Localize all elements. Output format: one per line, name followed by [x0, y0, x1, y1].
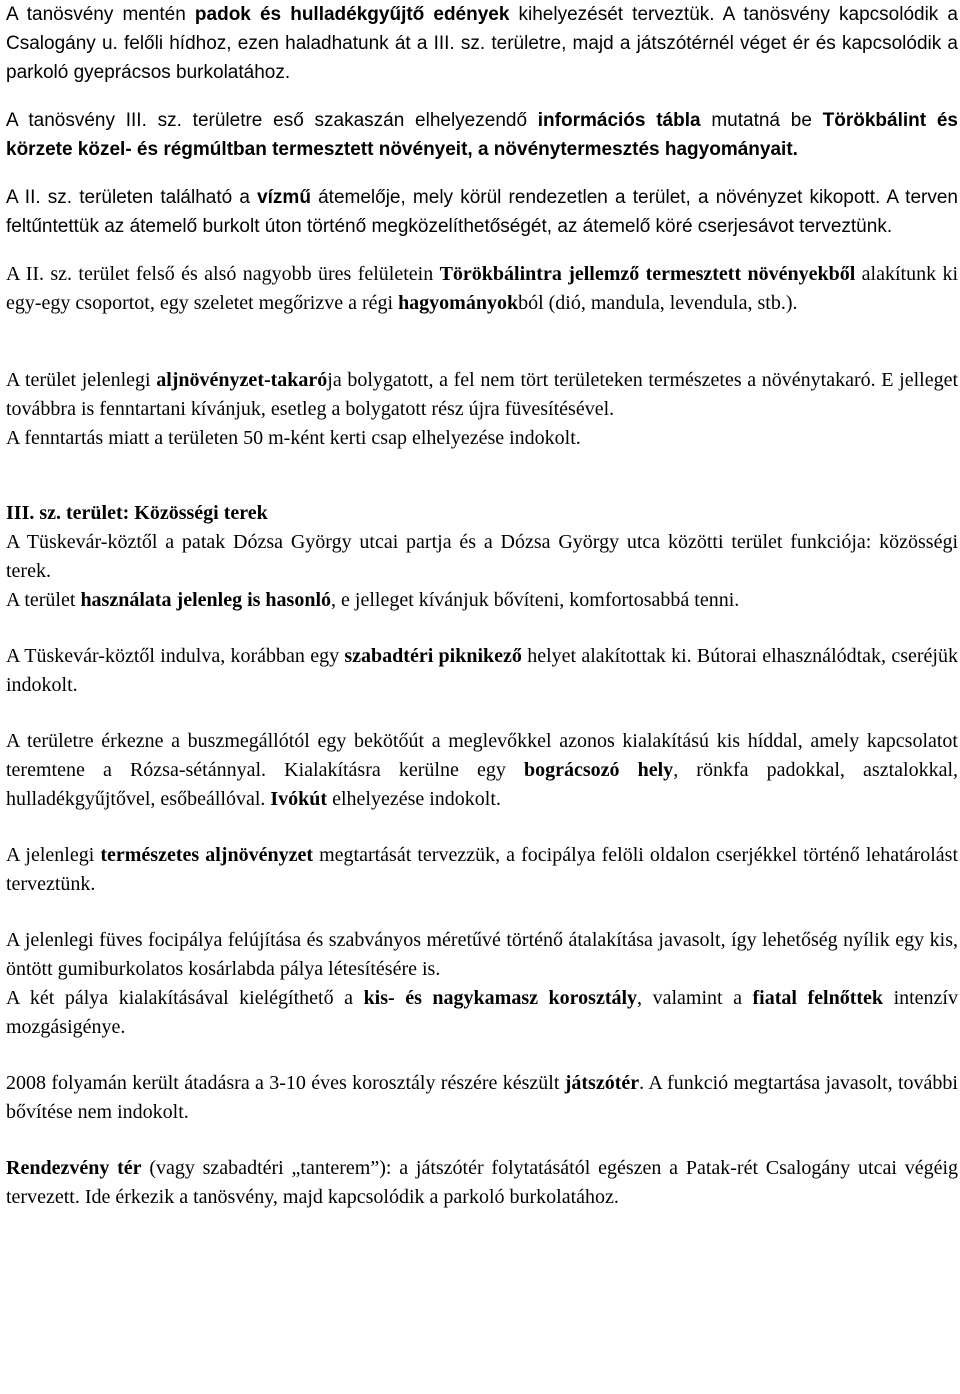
- text-run: A II. sz. területen található a: [6, 187, 258, 208]
- bold-run: Törökbálint és körzete közel- és régmúltban termesztett növényeit, a növénytermesztés hagyományait.: [6, 110, 958, 160]
- text-run: 2008 folyamán került átadásra a 3-10 éves korosztály részére készült: [6, 1072, 565, 1094]
- bold-run: padok és hulladékgyűjtő edények: [194, 4, 510, 25]
- bold-run: Törökbálintra jellemző termesztett növényekből: [439, 263, 856, 285]
- bold-run: játszótér: [564, 1072, 640, 1094]
- text-run: intenzív mozgásigénye.: [6, 987, 958, 1038]
- paragraph-waterworks: [6, 183, 958, 241]
- paragraph-access-road: [6, 727, 958, 814]
- text-run: mutatná be: [700, 110, 823, 131]
- bold-run: bográcsozó hely: [523, 759, 674, 781]
- text-run: A II. sz. terület felső és alsó nagyobb üres felületein: [6, 263, 440, 285]
- text-run: átemelője, mely körül rendezetlen a terület, a növényzet kikopott. A terven feltűntettük az átemelő burkolt úton történő megközelíthetőségét, az átemelő köré cserjesávot terveztünk.: [6, 187, 958, 237]
- bold-run: információs tábla: [537, 110, 701, 131]
- text-run: ja bolygatott, a fel nem tört területeken természetes a növénytakaró. E jelleget továbbra is fenntartani kívánjuk, esetleg a bolygatott rész újra füvesítésével.: [6, 369, 959, 420]
- paragraph-playground: [6, 1069, 958, 1127]
- bold-run: aljnövényzet-takaró: [156, 369, 328, 391]
- paragraph-age-groups: [6, 984, 958, 1042]
- text-run: , e jelleget kívánjuk bővíteni, komfortosabbá tenni.: [331, 589, 740, 611]
- text-run: , rönkfa padokkal, asztalokkal, hulladékgyűjtővel, esőbeállóval.: [6, 759, 959, 810]
- text-run: A tanösvény III. sz. területre eső szakaszán elhelyezendő: [6, 110, 538, 131]
- paragraph-picnic: [6, 642, 958, 700]
- text-run: A Tüskevár-köztől a patak Dózsa György utcai partja és a Dózsa György utca közötti terület funkciója: közösségi terek.: [6, 531, 958, 582]
- bold-run: kis- és nagykamasz korosztály: [363, 987, 638, 1009]
- bold-run: szabadtéri piknikező: [344, 645, 522, 667]
- text-run: (vagy szabadtéri „tanterem”): a játszótér folytatásától egészen a Patak-rét Csalogány utcai végéig tervezett. Ide érkezik a tanösvény, majd kapcsolódik a parkoló burkolatához.: [6, 1157, 959, 1208]
- paragraph-ground-cover: [6, 366, 958, 424]
- text-run: A Tüskevár-köztől indulva, korábban egy: [6, 645, 345, 667]
- bold-run: természetes aljnövényzet: [100, 844, 314, 866]
- bold-run: vízmű: [257, 187, 311, 208]
- bold-run: használata jelenleg is hasonló: [80, 589, 332, 611]
- text-run: A tanösvény mentén: [6, 4, 195, 25]
- paragraph-info-board: [6, 106, 958, 164]
- paragraph-usage: [6, 586, 958, 615]
- text-run: A területre érkezne a buszmegállótól egy bekötőút a meglevőkkel azonos kialakítású kis híddal, amely kapcsolatot teremtene a Rózsa-sétánnyal. Kialakításra kerülne egy: [6, 730, 958, 781]
- paragraph-plants: [6, 260, 958, 318]
- text-run: A két pálya kialakításával kielégíthető a: [6, 987, 364, 1009]
- text-run: alakítunk ki egy-egy csoportot, egy szeletet megőrizve a régi: [6, 263, 959, 314]
- text-run: ból (dió, mandula, levendula, stb.).: [518, 292, 798, 314]
- paragraph-football-pitch: [6, 926, 958, 984]
- text-run: . A funkció megtartása javasolt, további bővítése nem indokolt.: [6, 1072, 958, 1123]
- paragraph-natural-vegetation: [6, 841, 958, 899]
- text-run: helyet alakítottak ki. Bútorai elhasználódtak, cseréjük indokolt.: [6, 645, 958, 696]
- bold-run: Rendezvény tér: [6, 1157, 142, 1179]
- heading-text: III. sz. terület: Közösségi terek: [6, 502, 268, 524]
- bold-run: fiatal felnőttek: [752, 987, 884, 1009]
- text-run: elhelyezése indokolt.: [327, 788, 501, 810]
- bold-run: Ivókút: [270, 788, 328, 810]
- text-run: A terület jelenlegi: [6, 369, 157, 391]
- text-run: megtartását tervezzük, a focipálya felöli oldalon cserjékkel történő lehatárolást terveztünk.: [6, 844, 959, 895]
- bold-run: hagyományok: [398, 292, 519, 314]
- text-run: A terület: [6, 589, 81, 611]
- paragraph-benches: [6, 0, 958, 87]
- text-run: A jelenlegi füves focipálya felújítása és szabványos méretűvé történő átalakítása javasolt, így lehetőség nyílik egy kis, öntött gumiburkolatos kosárlabda pálya létesítésére is.: [6, 929, 958, 980]
- text-run: kihelyezését terveztük. A tanösvény kapcsolódik a Csalogány u. felőli hídhoz, ezen haladhatunk át a III. sz. területre, majd a játszótérnél véget ér és kapcsolódik a parkoló gyeprácsos burkolatához.: [6, 4, 958, 83]
- text-run: A jelenlegi: [6, 844, 101, 866]
- paragraph-function: [6, 528, 958, 586]
- paragraph-garden-tap: [6, 424, 958, 453]
- text-run: , valamint a: [637, 987, 753, 1009]
- paragraph-event-space: [6, 1154, 958, 1212]
- section-heading: [6, 499, 958, 528]
- text-run: A fenntartás miatt a területen 50 m-ként kerti csap elhelyezése indokolt.: [6, 427, 581, 449]
